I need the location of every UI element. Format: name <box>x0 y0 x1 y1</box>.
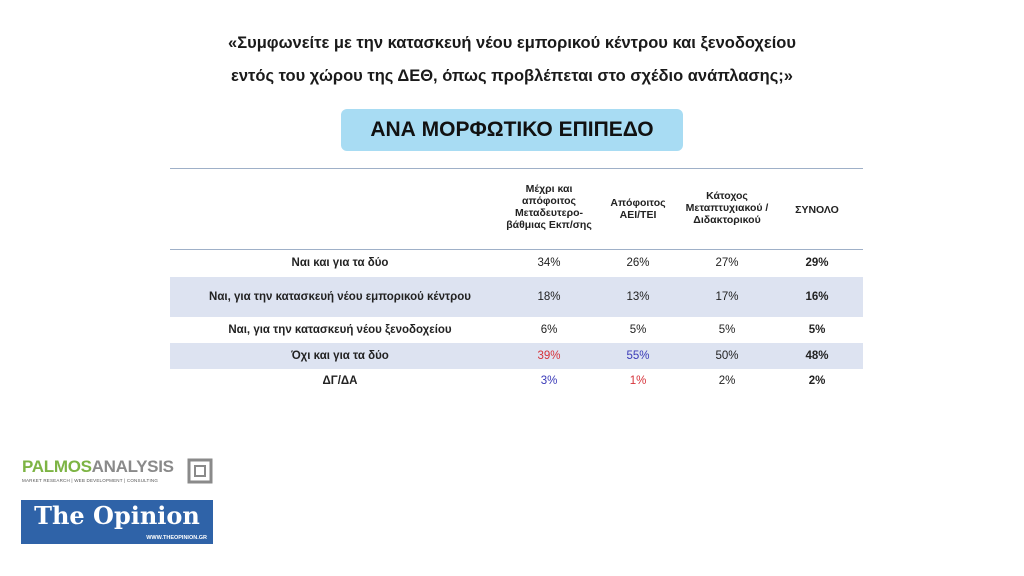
cell-value: 55% <box>626 350 650 362</box>
column-header: ΣΥΝΟΛΟ <box>795 204 839 216</box>
column-header: Μέχρι και απόφοιτος Μεταδευτερο- βάθμιας Εκπ/σης <box>506 183 592 231</box>
table-row <box>170 250 863 277</box>
cell-value: 27% <box>715 257 739 269</box>
logo-analysis-word: ANALYSIS <box>91 457 174 476</box>
cell-value: 34% <box>537 257 561 269</box>
table-row <box>170 277 863 317</box>
total-value: 48% <box>805 350 829 362</box>
cell-value: 2% <box>718 375 736 387</box>
cell-value: 3% <box>540 375 558 387</box>
table-row <box>170 317 863 343</box>
row-label: ΔΓ/ΔΑ <box>322 375 358 387</box>
palmos-analysis-logo <box>22 457 217 489</box>
table-row <box>170 369 863 393</box>
section-banner: ΑΝΑ ΜΟΡΦΩΤΙΚΟ ΕΠΙΠΕΔΟ <box>341 109 683 151</box>
cell-value: 50% <box>715 350 739 362</box>
cell-value: 6% <box>540 324 558 336</box>
cell-value: 5% <box>718 324 736 336</box>
table-top-rule <box>170 168 863 169</box>
column-header: Απόφοιτος ΑΕΙ/ΤΕΙ <box>610 197 666 221</box>
cell-value: 26% <box>626 257 650 269</box>
total-value: 2% <box>808 375 826 387</box>
cell-value: 39% <box>537 350 561 362</box>
cell-value: 18% <box>537 291 561 303</box>
total-value: 5% <box>808 324 826 336</box>
logo-opinion-title: The Opinion <box>34 501 200 530</box>
row-label: Όχι και για τα δύο <box>291 350 389 362</box>
logo-palmos-tagline: MARKET RESEARCH | WEB DEVELOPMENT | CONSULTING <box>22 478 159 483</box>
row-label: Ναι και για τα δύο <box>291 257 389 269</box>
cell-value: 13% <box>626 291 650 303</box>
total-value: 16% <box>805 291 829 303</box>
total-value: 29% <box>805 257 829 269</box>
the-opinion-logo <box>21 500 213 544</box>
cell-value: 1% <box>629 375 647 387</box>
table-row <box>170 343 863 369</box>
question-line-1: «Συμφωνείτε με την κατασκευή νέου εμπορικού κέντρου και ξενοδοχείου <box>228 34 796 52</box>
column-header: Κάτοχος Μεταπτυχιακού / Διδακτορικού <box>685 190 769 226</box>
logo-palmos-word: PALMOS <box>22 457 92 476</box>
row-label: Ναι, για την κατασκευή νέου εμπορικού κέντρου <box>209 291 471 303</box>
cell-value: 17% <box>715 291 739 303</box>
logo-opinion-url: WWW.THEOPINION.GR <box>146 535 207 541</box>
cell-value: 5% <box>629 324 647 336</box>
palmos-square-icon <box>187 458 213 484</box>
question-line-2: εντός του χώρου της ΔΕΘ, όπως προβλέπεται στο σχέδιο ανάπλασης;» <box>231 67 793 85</box>
row-label: Ναι, για την κατασκευή νέου ξενοδοχείου <box>228 324 452 336</box>
